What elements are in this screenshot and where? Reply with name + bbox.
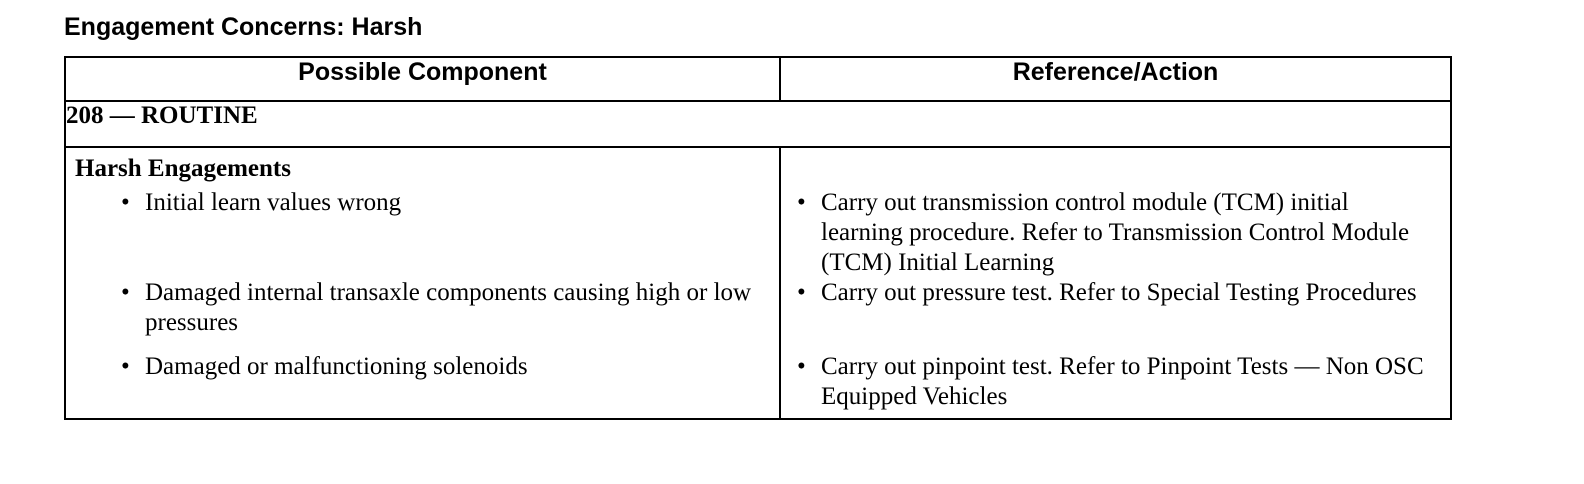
bullet-glyph: • bbox=[121, 353, 130, 380]
section-row bbox=[65, 101, 1451, 147]
bullet-glyph: • bbox=[797, 353, 806, 380]
action-item bbox=[781, 188, 1450, 278]
action-item bbox=[781, 278, 1450, 352]
bullet-glyph: • bbox=[121, 279, 130, 306]
component-item bbox=[66, 188, 779, 278]
action-item bbox=[781, 352, 1450, 418]
component-item bbox=[66, 352, 779, 418]
bullet-glyph: • bbox=[121, 189, 130, 216]
header-row bbox=[65, 57, 1451, 101]
bullet-glyph: • bbox=[797, 279, 806, 306]
bullet-glyph: • bbox=[797, 189, 806, 216]
page-title: Engagement Concerns: Harsh bbox=[64, 13, 423, 41]
diagnostic-table bbox=[64, 56, 1452, 420]
component-item bbox=[66, 278, 779, 352]
component-cell bbox=[65, 147, 780, 419]
action-cell bbox=[780, 147, 1451, 419]
action-text: Carry out transmission control module (TCM) initial learning procedure. Refer to Transmission Control Module (TCM) Initial Learning bbox=[821, 189, 1410, 276]
content-row bbox=[65, 147, 1451, 419]
component-text: Damaged internal transaxle components causing high or low pressures bbox=[145, 279, 752, 336]
component-text: Damaged or malfunctioning solenoids bbox=[145, 353, 528, 380]
component-text: Initial learn values wrong bbox=[145, 189, 402, 216]
section-heading: 208 — ROUTINE bbox=[65, 101, 1451, 147]
spacer bbox=[781, 148, 1450, 188]
subheading: Harsh Engagements bbox=[75, 155, 291, 182]
action-text: Carry out pressure test. Refer to Special Testing Procedures bbox=[821, 279, 1417, 306]
action-text: Carry out pinpoint test. Refer to Pinpoint Tests — Non OSC Equipped Vehicles bbox=[821, 353, 1424, 410]
column-header-component: Possible Component bbox=[65, 57, 780, 101]
column-header-action: Reference/Action bbox=[780, 57, 1451, 101]
